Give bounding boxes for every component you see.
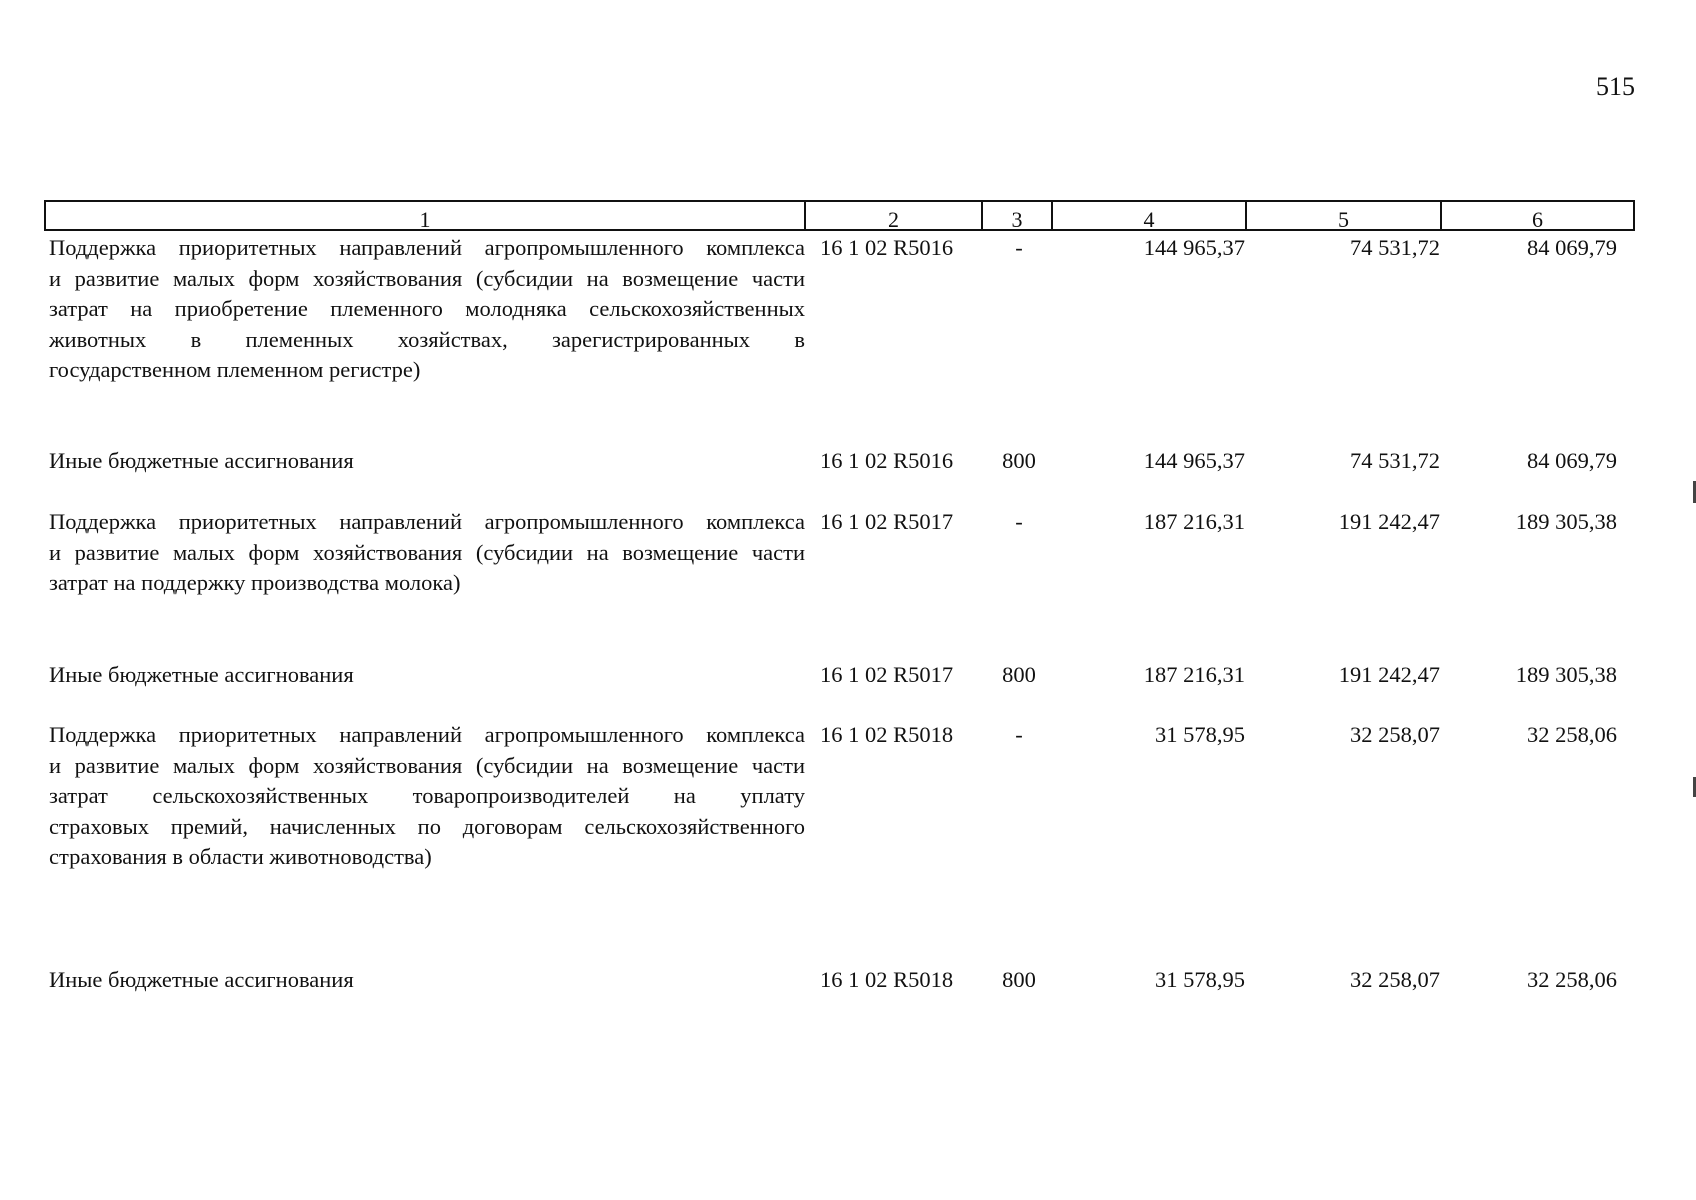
row-value-5: 74 531,72	[1350, 448, 1440, 473]
row-type: 800	[1002, 967, 1036, 992]
description-line: и развитие малых форм хозяйствования (субсидии на возмещение части	[49, 265, 805, 291]
description-line: Иные бюджетные ассигнования	[49, 967, 354, 992]
description-line: затрат на приобретение племенного молодняка сельскохозяйственных	[49, 296, 805, 321]
row-value-6: 189 305,38	[1515, 509, 1617, 534]
row-description	[49, 233, 805, 386]
row-value-5: 32 258,07	[1350, 722, 1440, 747]
description-line: животных в племенных хозяйствах, зарегистрированных в	[49, 326, 805, 352]
row-value-5: 191 242,47	[1338, 509, 1440, 534]
description-line: Поддержка приоритетных направлений агропромышленного комплекса	[49, 509, 805, 534]
page-number: 515	[1596, 72, 1635, 101]
row-value-6: 84 069,79	[1527, 235, 1617, 260]
header-col-3: 3	[983, 202, 1053, 229]
row-value-5: 74 531,72	[1350, 235, 1440, 260]
row-value-6: 84 069,79	[1527, 448, 1617, 473]
row-code: 16 1 02 R5016	[820, 235, 954, 260]
row-value-6: 189 305,38	[1515, 662, 1617, 687]
description-line: страховых премий, начисленных по договорам сельскохозяйственного	[49, 813, 805, 839]
description-line: Иные бюджетные ассигнования	[49, 448, 354, 473]
row-type: -	[1015, 235, 1023, 260]
row-value-4: 144 965,37	[1143, 235, 1245, 260]
row-description	[49, 660, 805, 691]
description-line: и развитие малых форм хозяйствования (субсидии на возмещение части	[49, 752, 805, 778]
row-value-4: 31 578,95	[1155, 967, 1245, 992]
row-value-6: 32 258,06	[1527, 967, 1617, 992]
table-header	[44, 200, 1635, 231]
header-col-6: 6	[1532, 207, 1543, 232]
row-code: 16 1 02 R5017	[820, 509, 954, 534]
row-value-4: 187 216,31	[1143, 662, 1245, 687]
row-value-5: 191 242,47	[1338, 662, 1440, 687]
row-code: 16 1 02 R5018	[820, 722, 954, 747]
row-code: 16 1 02 R5017	[820, 662, 954, 687]
description-line: Иные бюджетные ассигнования	[49, 662, 354, 687]
row-description	[49, 965, 805, 996]
row-value-5: 32 258,07	[1350, 967, 1440, 992]
description-line: затрат на поддержку производства молока)	[49, 570, 461, 595]
header-col-2: 2	[806, 202, 983, 229]
row-description	[49, 507, 805, 599]
row-value-4: 31 578,95	[1155, 722, 1245, 747]
row-type: 800	[1002, 662, 1036, 687]
header-col-1: 1	[46, 202, 806, 229]
row-code: 16 1 02 R5016	[820, 448, 954, 473]
header-col-4: 4	[1053, 202, 1247, 229]
description-line: и развитие малых форм хозяйствования (субсидии на возмещение части	[49, 539, 805, 565]
row-value-4: 187 216,31	[1143, 509, 1245, 534]
description-line: Поддержка приоритетных направлений агропромышленного комплекса	[49, 722, 805, 747]
description-line: Поддержка приоритетных направлений агропромышленного комплекса	[49, 235, 805, 260]
row-value-6: 32 258,06	[1527, 722, 1617, 747]
row-type: 800	[1002, 448, 1036, 473]
description-line: государственном племенном регистре)	[49, 357, 421, 382]
row-type: -	[1015, 722, 1023, 747]
header-col-5: 5	[1247, 202, 1442, 229]
row-value-4: 144 965,37	[1143, 448, 1245, 473]
row-type: -	[1015, 509, 1023, 534]
row-description	[49, 720, 805, 873]
description-line: страхования в области животноводства)	[49, 844, 432, 869]
description-line: затрат сельскохозяйственных товаропроизводителей на уплату	[49, 783, 805, 808]
row-code: 16 1 02 R5018	[820, 967, 954, 992]
row-description	[49, 446, 805, 477]
